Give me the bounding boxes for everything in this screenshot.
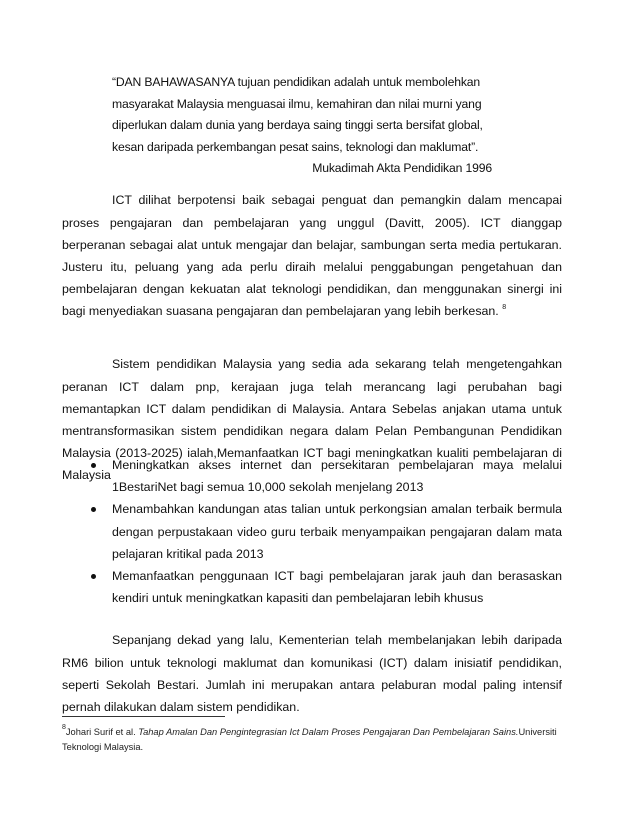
bullet-icon [91,574,96,579]
list-item [62,565,562,609]
bullet-icon [91,463,96,468]
list-item-text: Menambahkan kandungan atas talian untuk perkongsian amalan terbaik bermula dengan perpustakaan video guru terbaik menyampaikan pengajaran dalam mata pelajaran kritikal pada 2013 [112,502,562,561]
list-item [62,498,562,565]
footnote-title: Tahap Amalan Dan Pengintegrasian Ict Dalam Proses Pengajaran Dan Pembelajaran Sains. [138,727,519,737]
footnote-divider [62,716,225,717]
quote-line: masyarakat Malaysia menguasai ilmu, kemahiran dan nilai murni yang [112,96,482,111]
footnote [62,725,562,755]
list-item [62,454,562,498]
quote-line: “DAN BAHAWASANYA tujuan pendidikan adalah untuk membolehkan [112,75,481,89]
footnote-number: 8 [62,724,66,731]
quote-attribution: Mukadimah Akta Pendidikan 1996 [312,161,492,176]
paragraph-text: Sistem pendidikan Malaysia yang sedia ada sekarang telah mengetengahkan peranan ICT dalam pnp, kerajaan juga telah merancang lagi perubahan bagi memantapkan ICT dalam pendidikan di Malaysia. Antara Sebelas anjakan utama untuk mentransformasikan sistem pendidikan negara dalam Pelan Pembangunan Pendidikan Malaysia (2013-2025) ialah,Memanfaatkan ICT bagi meningkatkan kualiti pembelajaran di Malaysia [62,357,562,483]
paragraph-text: Sepanjang dekad yang lalu, Kementerian telah membelanjakan lebih daripada RM6 bilion untuk teknologi maklumat dan komunikasi (ICT) dalam inisiatif pendidikan, seperti Sekolah Bestari. Jumlah ini merupakan antara pelaburan modal paling intensif pernah dilakukan dalam sistem pendidikan. [62,633,562,714]
footnote-author: Johari Surif et al. [65,727,139,737]
bullet-icon [91,507,96,512]
list-item-text: Memanfaatkan penggunaan ICT bagi pembelajaran jarak jauh dan berasaskan kendiri untuk meningkatkan kapasiti dan pembelajaran lebih khusus [112,569,562,606]
footnote-reference: 8 [502,304,507,312]
paragraph-ict-potential [62,189,562,322]
paragraph-ministry-spending [62,629,562,718]
paragraph-text: ICT dilihat berpotensi baik sebagai penguat dan pemangkin dalam mencapai proses pengajaran dan pembelajaran yang unggul (Davitt, 2005). ICT dianggap berperanan sebagai alat untuk mengajar dan belajar, sambungan serta media pertukaran. Justeru itu, peluang yang ada perlu diraih melalui penggabungan pengetahuan dan pembelajaran dengan kekuatan alat teknologi pendidikan, dan menggunakan sinergi ini bagi menyediakan suasana pengajaran dan pembelajaran yang lebih berkesan. [62,193,562,319]
epigraph-quote [112,72,532,180]
quote-line: diperlukan dalam dunia yang berdaya saing tinggi serta bersifat global, [112,118,483,133]
footnote-publisher: Universiti Teknologi Malaysia. [62,727,557,752]
bullet-list [62,454,562,609]
quote-line: kesan daripada perkembangan pesat sains, teknologi dan maklumat”. [112,139,479,154]
list-item-text: Meningkatkan akses internet dan persekitaran pembelajaran maya melalui 1BestariNet bagi semua 10,000 sekolah menjelang 2013 [112,458,562,495]
